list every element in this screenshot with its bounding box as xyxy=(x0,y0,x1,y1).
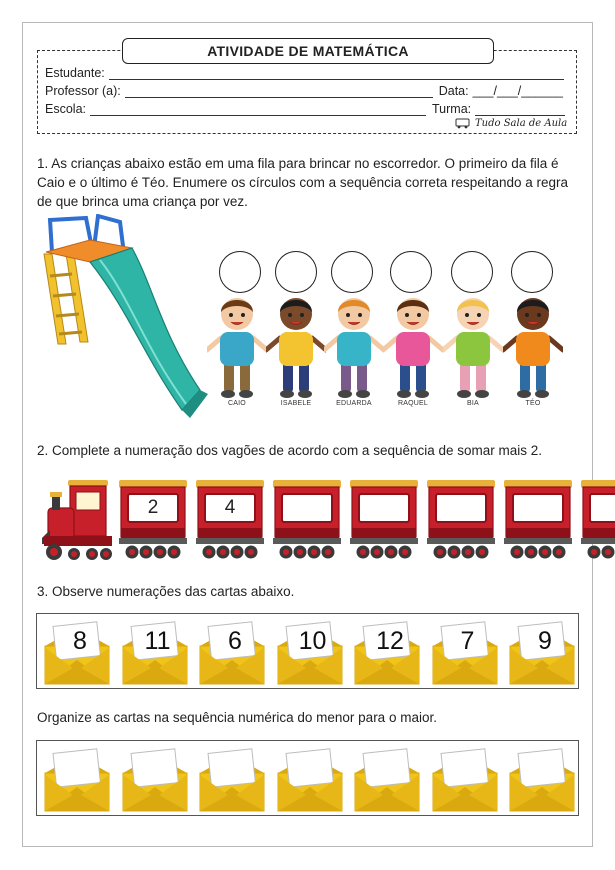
wagon-number: 4 xyxy=(224,497,236,518)
train-wagon xyxy=(426,478,496,564)
class-field[interactable] xyxy=(475,104,565,116)
locomotive-icon xyxy=(40,478,116,564)
date-label: Data: xyxy=(438,84,469,98)
card-number: 10 xyxy=(298,626,327,655)
order-instruction-text: Organize as cartas na sequência numérica do menor para o maior. xyxy=(37,710,437,725)
card-number[interactable] xyxy=(524,753,566,783)
school-label: Escola: xyxy=(45,102,86,116)
card-number: 6 xyxy=(228,626,242,655)
envelope-card xyxy=(43,620,111,686)
envelope-card[interactable] xyxy=(43,747,111,813)
child-name-label: BIA xyxy=(467,400,479,407)
envelope-card[interactable] xyxy=(431,747,499,813)
child-name-label: CAIO xyxy=(228,400,246,407)
school-field[interactable] xyxy=(90,104,426,116)
question-2-text: 2. Complete a numeração dos vagões de acordo com a sequência de somar mais 2. xyxy=(37,443,543,458)
wagon-number[interactable] xyxy=(361,496,407,520)
child-figure xyxy=(207,290,267,400)
student-label: Estudante: xyxy=(45,66,105,80)
wagon-icon xyxy=(349,478,419,564)
train-wagon xyxy=(195,478,265,564)
card-number[interactable] xyxy=(137,753,179,783)
teacher-field[interactable] xyxy=(125,86,433,98)
wagon-icon xyxy=(580,478,615,564)
answer-circle[interactable] xyxy=(451,251,493,293)
question-1-text: 1. As crianças abaixo estão em uma fila para brincar no escorredor. O primeiro da fila é Caio e o último é Téo. Enumere os círculos com a sequência correta respeitando a regra de que brinca uma criança por vez. xyxy=(37,156,569,209)
signature xyxy=(455,117,567,129)
card-number[interactable] xyxy=(214,753,256,783)
student-line xyxy=(45,66,564,80)
school-bus-icon xyxy=(455,117,471,129)
answer-cards-row xyxy=(36,740,579,816)
child-name-label: EDUARDA xyxy=(336,400,372,407)
child-name-label: TÉO xyxy=(525,400,541,407)
envelope-card xyxy=(121,620,189,686)
wagon-icon xyxy=(426,478,496,564)
envelope-card xyxy=(431,620,499,686)
wagon-number[interactable] xyxy=(592,496,615,520)
child-figure xyxy=(383,290,443,400)
envelope-card xyxy=(276,620,344,686)
train-wagon xyxy=(272,478,342,564)
answer-circle[interactable] xyxy=(219,251,261,293)
wagon-icon xyxy=(272,478,342,564)
teacher-line xyxy=(45,84,563,98)
cards-row xyxy=(36,613,579,689)
card-number: 7 xyxy=(460,626,475,655)
card-number[interactable] xyxy=(59,753,101,783)
question-3-text: 3. Observe numerações das cartas abaixo. xyxy=(37,584,295,599)
slide-illustration xyxy=(40,214,212,422)
envelope-card[interactable] xyxy=(353,747,421,813)
wagon-number[interactable] xyxy=(438,496,484,520)
card-number: 9 xyxy=(538,626,552,655)
envelope-card[interactable] xyxy=(508,747,576,813)
worksheet-title: ATIVIDADE DE MATEMÁTICA xyxy=(122,38,494,64)
answer-circle[interactable] xyxy=(331,251,373,293)
envelope-card[interactable] xyxy=(121,747,189,813)
wagon-number[interactable] xyxy=(284,496,330,520)
envelope-card xyxy=(198,620,266,686)
date-field[interactable]: ___/___/______ xyxy=(472,84,563,98)
card-number: 8 xyxy=(73,626,87,655)
answer-circle[interactable] xyxy=(275,251,317,293)
envelope-card[interactable] xyxy=(198,747,266,813)
child-figure xyxy=(266,290,326,400)
envelope-card[interactable] xyxy=(276,747,344,813)
child-figure xyxy=(324,290,384,400)
answer-circle[interactable] xyxy=(511,251,553,293)
envelope-card xyxy=(353,620,421,686)
train-wagon xyxy=(580,478,615,564)
envelope-card xyxy=(508,620,576,686)
child-name-label: RAQUEL xyxy=(398,400,428,407)
wagon-icon xyxy=(503,478,573,564)
teacher-label: Professor (a): xyxy=(45,84,121,98)
answer-circle[interactable] xyxy=(390,251,432,293)
school-line xyxy=(45,102,565,116)
card-number: 11 xyxy=(144,626,171,655)
class-label: Turma: xyxy=(432,102,472,116)
signature-text: Tudo Sala de Aula xyxy=(475,117,568,129)
train-wagon xyxy=(503,478,573,564)
wagon-number: 2 xyxy=(147,497,159,518)
card-number[interactable] xyxy=(447,753,489,783)
train-wagon xyxy=(118,478,188,564)
train-wagon xyxy=(349,478,419,564)
child-name-label: ISABELE xyxy=(280,400,312,407)
card-number[interactable] xyxy=(369,753,411,783)
child-figure xyxy=(503,290,563,400)
card-number[interactable] xyxy=(292,753,334,783)
wagon-number[interactable] xyxy=(515,496,561,520)
card-number: 12 xyxy=(376,626,404,655)
child-figure xyxy=(443,290,503,400)
wagon-icon xyxy=(195,478,265,564)
student-field[interactable] xyxy=(109,68,564,80)
wagon-icon xyxy=(118,478,188,564)
